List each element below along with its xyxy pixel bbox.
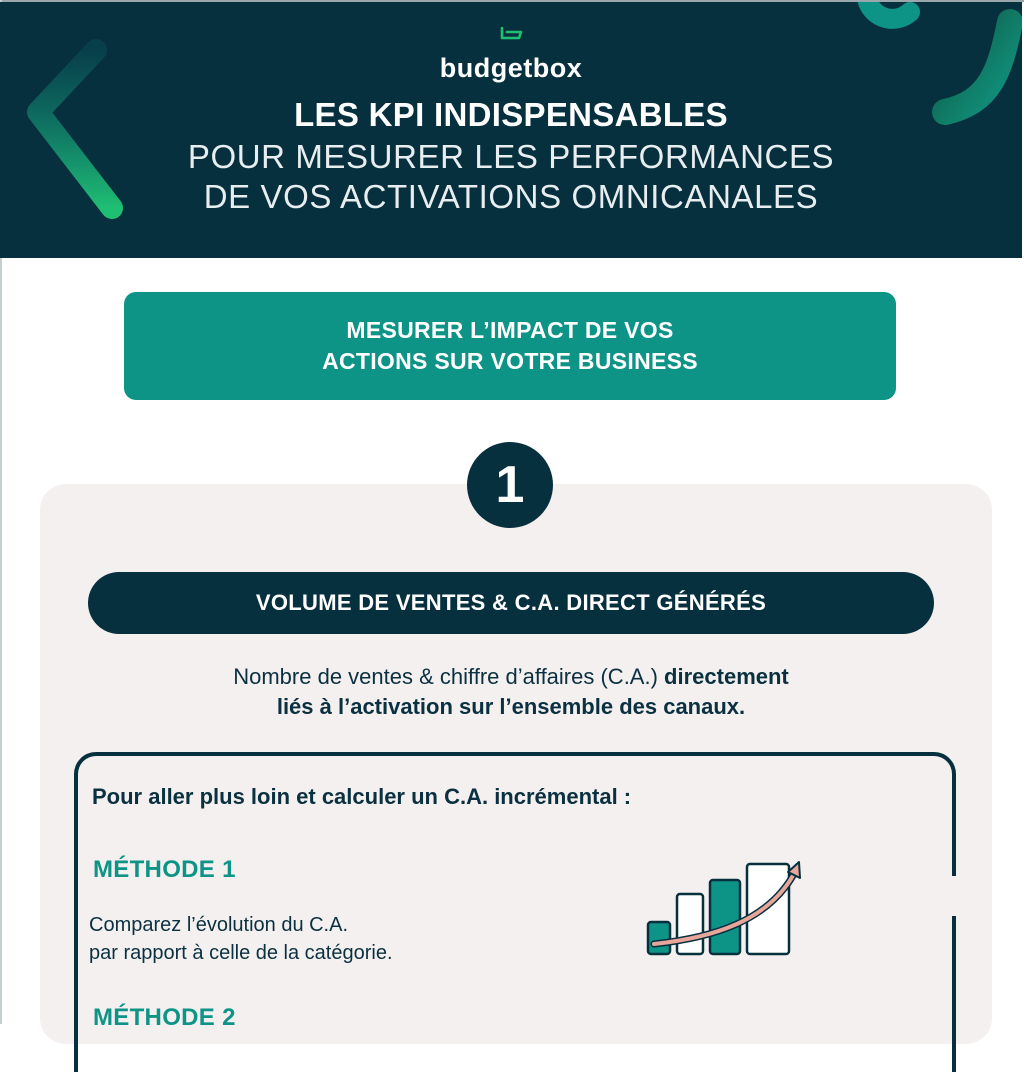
kpi-title-pill: VOLUME DE VENTES & C.A. DIRECT GÉNÉRÉS xyxy=(88,572,934,634)
section-banner xyxy=(124,292,896,400)
header xyxy=(0,2,1022,258)
method1-text-line2: par rapport à celle de la catégorie. xyxy=(89,942,393,964)
page-title: LES KPI INDISPENSABLES xyxy=(294,96,728,133)
section-number-badge: 1 xyxy=(467,442,553,528)
page-subtitle-line1: POUR MESURER LES PERFORMANCES xyxy=(187,138,835,175)
growth-chart-icon xyxy=(640,852,810,962)
desc-normal-text: Nombre de ventes & chiffre d’affaires (C.A.) xyxy=(233,664,665,689)
method1-title: MÉTHODE 1 xyxy=(93,856,236,883)
method1-text-line1: Comparez l’évolution du C.A. xyxy=(89,914,349,936)
arc-shape xyxy=(868,2,910,19)
method-box-title: Pour aller plus loin et calculer un C.A. incrémental : xyxy=(92,784,632,809)
banner-line1: MESURER L’IMPACT DE VOS xyxy=(346,317,674,343)
logo-text: budgetbox xyxy=(439,53,583,83)
kpi-description-line1 xyxy=(88,664,934,690)
desc-bold-text: directement xyxy=(664,664,789,689)
banner-line2: ACTIONS SUR VOTRE BUSINESS xyxy=(322,348,698,374)
logo xyxy=(0,26,1022,84)
page-subtitle-line2: DE VOS ACTIVATIONS OMNICANALES xyxy=(203,178,819,215)
method2-title: MÉTHODE 2 xyxy=(93,1004,236,1031)
kpi-description-line2: liés à l’activation sur l’ensemble des canaux. xyxy=(276,694,746,719)
shopping-basket-icon xyxy=(493,26,529,50)
